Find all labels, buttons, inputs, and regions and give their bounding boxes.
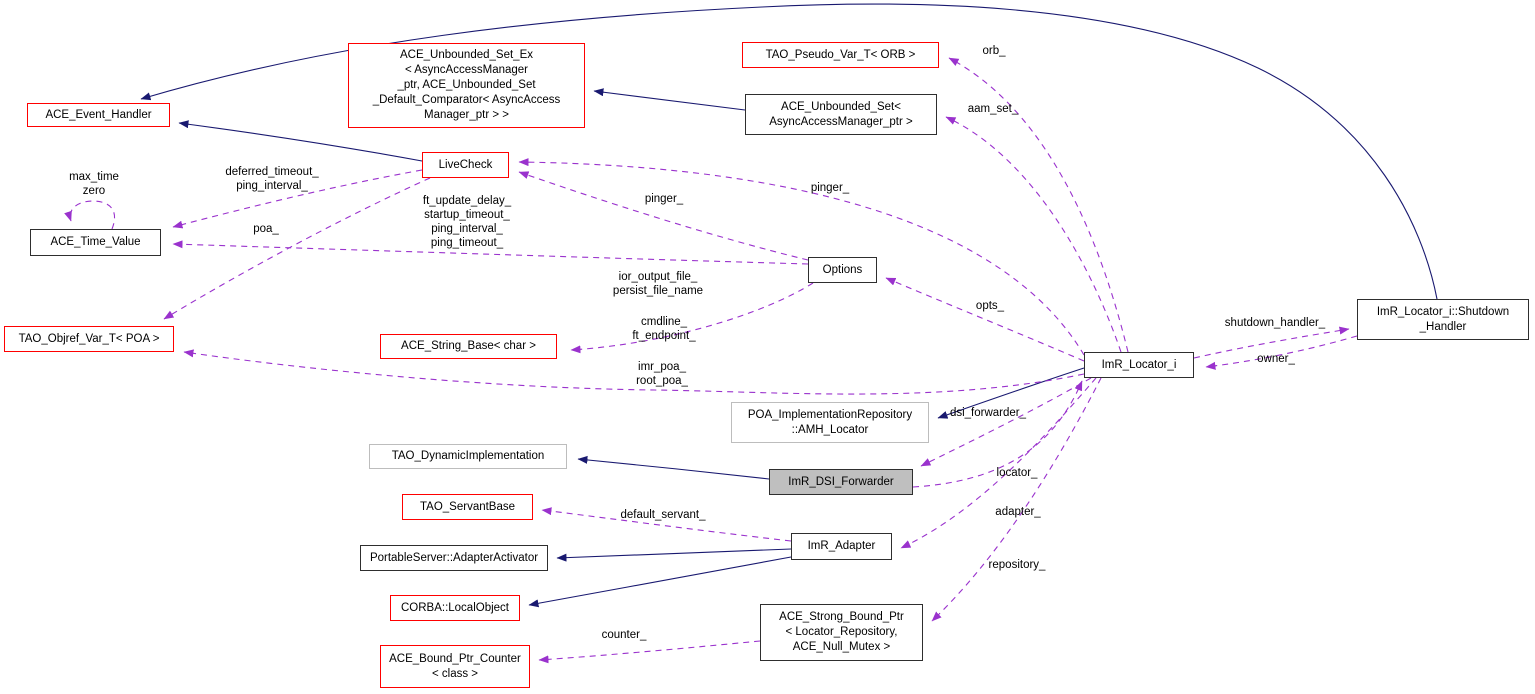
edge-inherit-adapter-to-localobject	[529, 557, 791, 605]
edge-label-member-ior-output-file-cmdline	[632, 315, 695, 343]
edge-label-line: ft_update_delay_	[422, 195, 512, 207]
edge-label-line: opts_	[975, 300, 1005, 312]
edge-label-member-max-time-zero	[69, 170, 119, 198]
class-node-label-line: ACE_Event_Handler	[45, 108, 152, 121]
class-node-label-line: ACE_Unbounded_Set<	[781, 100, 901, 113]
edge-label-line: deferred_timeout_	[225, 166, 319, 178]
class-node-label-line: < AsyncAccessManager	[404, 64, 529, 76]
class-node-label-line: _ptr, ACE_Unbounded_Set	[397, 79, 536, 91]
edge-label-line: aam_set_	[967, 103, 1019, 115]
edge-label-line: shutdown_handler_	[1224, 317, 1326, 329]
edge-label-member-adapter	[995, 505, 1040, 519]
class-node-label-line: ImR_DSI_Forwarder	[788, 475, 894, 488]
class-node-label-line: TAO_DynamicImplementation	[391, 450, 545, 462]
edge-label-line: zero	[82, 185, 106, 197]
edge-inherit-livecheck-to-ace-event-handler	[179, 123, 422, 161]
edge-label-line: counter_	[601, 629, 647, 641]
class-node-imr-adapter[interactable]	[791, 533, 892, 560]
edge-label-line: max_time	[69, 171, 119, 183]
edge-member-adapter	[901, 378, 1096, 548]
edge-label-member-default-servant	[620, 508, 705, 522]
class-node-ace-unbounded-set-ex[interactable]	[348, 43, 585, 128]
class-node-label-line: ACE_Unbounded_Set_Ex	[400, 49, 533, 61]
class-node-label-line: Options	[822, 263, 863, 276]
edge-label-line: imr_poa_	[638, 361, 686, 373]
class-node-label-line: < Locator_Repository,	[785, 626, 898, 638]
class-node-options[interactable]	[808, 257, 877, 283]
edge-label-line: ping_interval_	[236, 180, 308, 192]
edge-label-member-ior-output-file-cmdline	[613, 270, 703, 298]
edge-label-line: pinger_	[810, 182, 850, 194]
edge-member-pinger-from-options	[519, 172, 808, 260]
edge-label-line: orb_	[982, 45, 1006, 57]
class-node-ace-bound-ptr-counter[interactable]	[380, 645, 530, 688]
edge-label-member-shutdown-handler	[1225, 316, 1325, 330]
class-node-imr-locator-i-shutdown-handler[interactable]	[1357, 299, 1529, 340]
class-node-ace-time-value[interactable]	[30, 229, 161, 256]
class-node-ace-strong-bound-ptr[interactable]	[760, 604, 923, 661]
edge-label-member-pinger-from-options	[645, 192, 683, 206]
edge-label-line: poa_	[253, 223, 279, 235]
edge-label-line: locator_	[996, 467, 1038, 479]
edge-label-line: persist_file_name	[612, 285, 704, 297]
class-node-imr-locator-i[interactable]	[1084, 352, 1194, 378]
edge-label-line: ft_endpoint_	[632, 330, 696, 342]
class-node-label-line: < class >	[431, 667, 479, 680]
edge-label-line: dsi_forwarder_	[949, 407, 1027, 419]
class-node-label-line: ACE_Bound_Ptr_Counter	[389, 652, 521, 665]
class-node-label-line: ACE_Time_Value	[50, 236, 141, 248]
edge-inherit-unbounded-set-to-set-ex	[594, 91, 745, 110]
edge-member-opts	[886, 278, 1084, 361]
edge-member-imr-poa-root-poa	[184, 352, 1084, 394]
edge-label-member-poa	[253, 222, 279, 236]
class-node-label-line: POA_ImplementationRepository	[747, 408, 913, 421]
edge-inherit-adapter-to-adapteractivator	[557, 549, 791, 558]
class-node-label-line: TAO_Objref_Var_T< POA >	[18, 332, 160, 345]
edge-member-counter	[539, 641, 760, 660]
class-node-ace-string-base-char[interactable]	[380, 334, 557, 359]
edge-label-member-pinger-from-locator	[811, 181, 849, 195]
edge-label-line: pinger_	[644, 193, 684, 205]
edge-label-member-counter	[602, 628, 647, 642]
edge-label-member-owner	[1257, 352, 1295, 366]
edge-label-line: ior_output_file_	[618, 271, 698, 283]
class-node-tao-servantbase[interactable]	[402, 494, 533, 520]
class-node-label-line: ImR_Locator_i::Shutdown	[1376, 305, 1510, 318]
edge-label-member-opts	[976, 299, 1004, 313]
edge-label-member-locator	[997, 466, 1038, 480]
class-node-portableserver-adapteractivator[interactable]	[360, 545, 548, 571]
class-node-label-line: TAO_ServantBase	[419, 500, 516, 513]
edge-label-line: root_poa_	[636, 375, 688, 387]
edge-label-member-deferred-timeout	[225, 165, 318, 193]
edge-label-member-dsi-forwarder	[950, 406, 1026, 420]
class-node-label-line: _Handler	[1419, 320, 1467, 333]
edge-label-line: ping_interval_	[431, 223, 503, 235]
class-node-corba-localobject[interactable]	[390, 595, 520, 621]
edge-member-aam-set	[946, 117, 1121, 352]
class-node-label-line: ACE_String_Base< char >	[401, 340, 536, 352]
class-node-ace-unbounded-set[interactable]	[745, 94, 937, 135]
edge-label-member-aam-set	[968, 102, 1019, 116]
class-node-label-line: ImR_Adapter	[807, 540, 876, 552]
edge-label-member-ft-update-delay	[423, 194, 511, 250]
class-node-poa-implementationrepository-amh-locator[interactable]	[731, 402, 929, 443]
edge-inherit-dsi-forwarder-to-dynamicimplementation	[578, 459, 769, 479]
edge-label-line: default_servant_	[620, 509, 706, 521]
edge-label-line: cmdline_	[640, 316, 688, 328]
class-node-ace-event-handler[interactable]	[27, 103, 170, 127]
class-node-tao-objref-var-t-poa[interactable]	[4, 326, 174, 352]
edge-member-dsi-forwarder	[921, 378, 1091, 466]
class-node-livecheck[interactable]	[422, 152, 509, 178]
class-node-tao-pseudo-var-t-orb[interactable]	[742, 42, 939, 68]
edge-label-line: ping_timeout_	[430, 237, 504, 249]
edge-label-line: adapter_	[995, 506, 1041, 518]
edge-label-member-imr-poa-root-poa	[636, 360, 688, 388]
class-node-imr-dsi-forwarder[interactable]	[769, 469, 913, 495]
edge-member-pinger-from-locator	[519, 162, 1084, 355]
class-node-label-line: CORBA::LocalObject	[400, 601, 509, 614]
class-node-label-line: _Default_Comparator< AsyncAccess	[372, 94, 561, 106]
edge-label-line: owner_	[1257, 353, 1295, 365]
class-node-label-line: TAO_Pseudo_Var_T< ORB >	[765, 48, 916, 61]
class-node-label-line: ::AMH_Locator	[791, 423, 869, 436]
edge-label-line: repository_	[988, 559, 1046, 571]
class-node-label-line: LiveCheck	[438, 158, 493, 171]
class-node-label-line: PortableServer::AdapterActivator	[369, 551, 539, 564]
class-node-tao-dynamicimplementation[interactable]	[369, 444, 567, 469]
class-node-label-line: ACE_Strong_Bound_Ptr	[779, 611, 904, 623]
edge-member-max-time-zero	[70, 201, 114, 229]
edge-label-member-repository	[989, 558, 1046, 572]
class-node-label-line: Manager_ptr > >	[423, 109, 510, 121]
edge-label-line: startup_timeout_	[424, 209, 510, 221]
class-node-label-line: ImR_Locator_i	[1101, 358, 1177, 371]
edge-label-member-orb	[982, 44, 1005, 58]
class-node-label-line: AsyncAccessManager_ptr >	[769, 115, 913, 128]
class-node-label-line: ACE_Null_Mutex >	[792, 641, 891, 653]
